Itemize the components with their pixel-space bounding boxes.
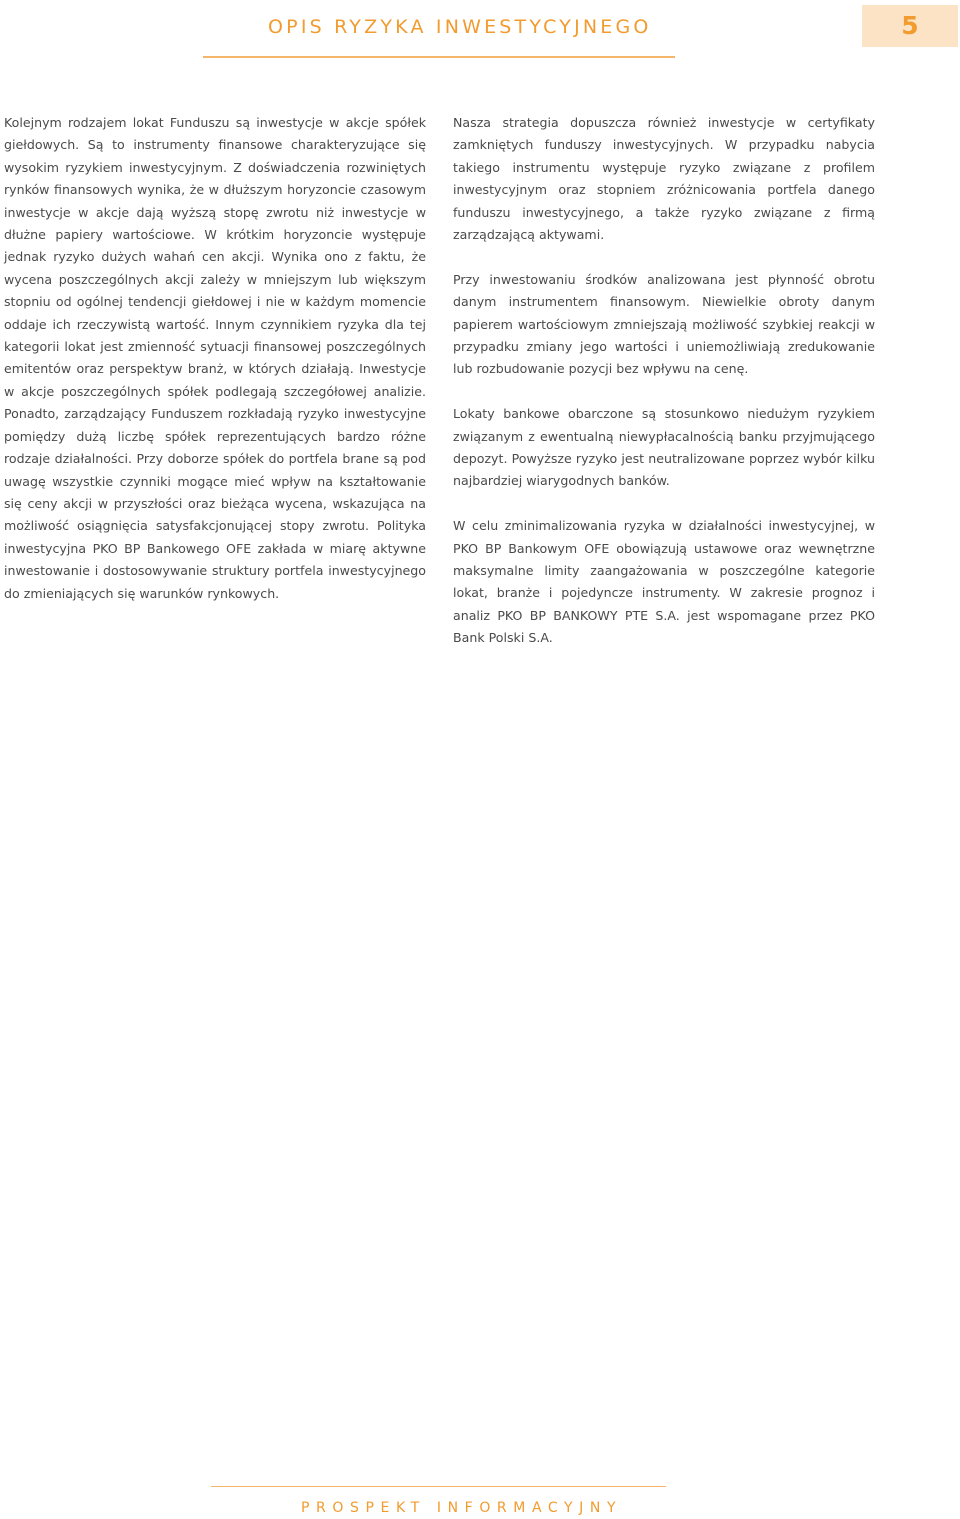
left-column (4, 112, 426, 627)
right-column (453, 112, 875, 672)
paragraph: Lokaty bankowe obarczone są stosunkowo niedużym ryzykiem związanym z ewentualną niewypłacalnością banku przyjmującego depozyt. Powyższe ryzyko jest neutralizowane poprzez wybór kilku najbardziej wiarygodnych banków. (453, 406, 875, 489)
page-title: OPIS RYZYKA INWESTYCYJNEGO (268, 16, 652, 38)
footer-divider (211, 1486, 666, 1487)
paragraph: W celu zminimalizowania ryzyka w działalności inwestycyjnej, w PKO BP Bankowym OFE obowiązują ustawowe oraz wewnętrzne maksymalne limity zaangażowania w poszczególne kategorie lokat, branże i pojedyncze instrumenty. W zakresie prognoz i analiz PKO BP BANKOWY PTE S.A. jest wspomagane przez PKO Bank Polski S.A. (453, 518, 875, 646)
paragraph: Nasza strategia dopuszcza również inwestycje w certyfikaty zamkniętych funduszy inwestycyjnych. W przypadku nabycia takiego instrumentu występuje ryzyko związane z profilem inwestycyjnym oraz stopniem zróżnicowania portfela danego funduszu inwestycyjnego, a także ryzyko związane z firmą zarządzającą aktywami. (453, 115, 875, 243)
paragraph: Przy inwestowaniu środków analizowana jest płynność obrotu danym instrumentem finansowym. Niewielkie obroty danym papierem wartościowym zmniejszają możliwość szybkiej reakcji w przypadku zmiany jego wartości i uniemożliwiają zredukowanie lub rozbudowanie pozycji bez wpływu na cenę. (453, 271, 875, 377)
header-divider (203, 56, 675, 58)
page-number-box (862, 5, 958, 47)
footer-title: PROSPEKT INFORMACYJNY (301, 1500, 623, 1516)
page-number: 5 (901, 11, 919, 40)
paragraph: Kolejnym rodzajem lokat Funduszu są inwestycje w akcje spółek giełdowych. Są to instrumenty finansowe charakteryzujące się wysokim ryzykiem inwestycyjnym. Z doświadczenia rozwiniętych rynków finansowych wynika, że w dłuższym horyzoncie czasowym inwestycje w akcje dają wyższą stopę zwrotu niż inwestycje w dłużne papiery wartościowe. W krótkim horyzoncie występuje jednak ryzyko dużych wahań cen akcji. Wynika ono z faktu, że wycena poszczególnych akcji zależy w mniejszym lub większym stopniu od ogólnej tendencji giełdowej i nie w każdym momencie oddaje ich rzeczywistą wartość. Innym czynnikiem ryzyka dla tej kategorii lokat jest zmienność sytuacji finansowej poszczególnych emitentów oraz perspektyw branż, w których działają. Inwestycje w akcje poszczególnych spółek podlegają szczegółowej analizie. Ponadto, zarządzający Funduszem rozkładają ryzyko inwestycyjne pomiędzy dużą liczbę spółek reprezentujących bardzo różne rodzaje działalności. Przy doborze spółek do portfela brane są pod uwagę wszystkie czynniki mogące mieć wpływ na kształtowanie się ceny akcji w przyszłości oraz bieżąca wycena, wskazująca na możliwość osiągnięcia satysfakcjonującej stopy zwrotu. Polityka inwestycyjna PKO BP Bankowego OFE zakłada w miarę aktywne inwestowanie i dostosowywanie struktury portfela inwestycyjnego do zmieniających się warunków rynkowych. (4, 115, 426, 601)
